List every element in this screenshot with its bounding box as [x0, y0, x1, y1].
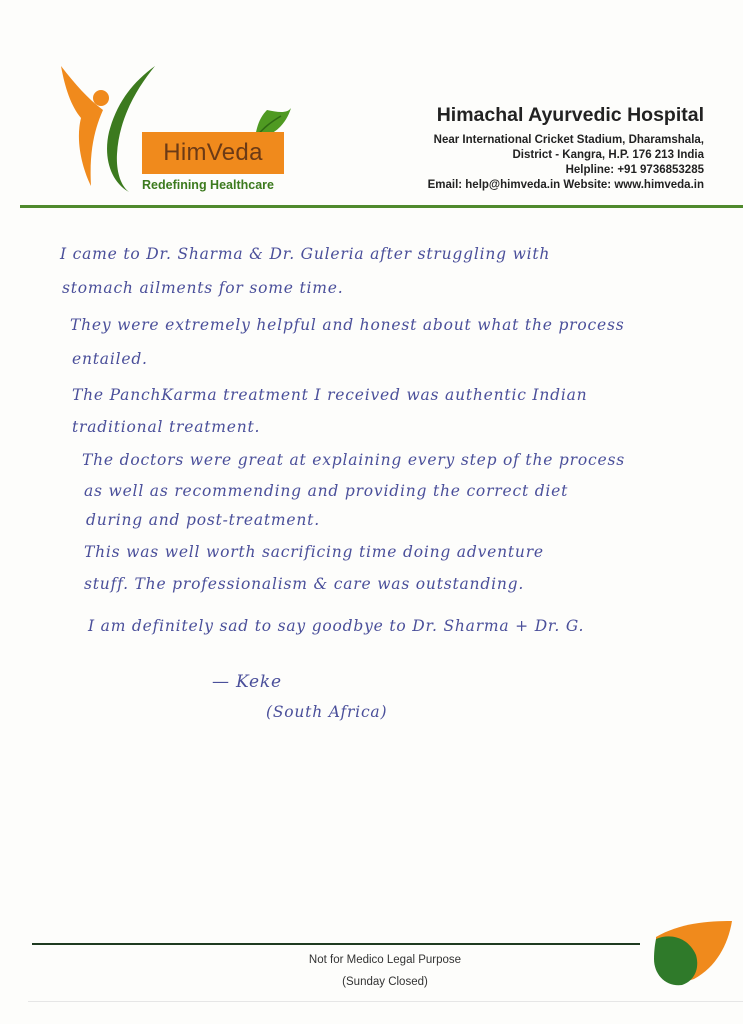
address-line-1: Near International Cricket Stadium, Dharamshala,: [433, 134, 704, 146]
footer-note: Not for Medico Legal Purpose: [308, 954, 462, 966]
helpline: Helpline: +91 9736853285: [565, 164, 704, 176]
hospital-name: Himachal Ayurvedic Hospital: [436, 104, 704, 126]
letter-line: I am definitely sad to say goodbye to Dr. Sharma + Dr. G.: [88, 617, 585, 635]
page-edge-line: [28, 1001, 743, 1002]
letter-line: during and post-treatment.: [86, 511, 320, 529]
header-divider: [20, 205, 743, 208]
letter-line: I came to Dr. Sharma & Dr. Guleria after struggling with: [60, 245, 551, 263]
letter-line: stuff. The professionalism & care was outstanding.: [84, 575, 525, 593]
signature-origin: (South Africa): [266, 703, 388, 721]
letter-line: traditional treatment.: [72, 418, 261, 436]
contact-line: Email: help@himveda.in Website: www.himveda.in: [427, 179, 704, 191]
letter-line: The doctors were great at explaining every step of the process: [82, 451, 625, 469]
footer-divider: [32, 943, 640, 945]
letter-line: stomach ailments for some time.: [62, 279, 344, 297]
letter-line: as well as recommending and providing the correct diet: [84, 482, 569, 500]
signature: — Keke: [212, 672, 282, 692]
letter-line: This was well worth sacrificing time doing adventure: [84, 543, 544, 561]
letter-line: The PanchKarma treatment I received was authentic Indian: [72, 386, 588, 404]
letter-line: entailed.: [72, 350, 148, 368]
brand-tagline: Redefining Healthcare: [142, 178, 274, 192]
brand-name: HimVeda: [142, 132, 284, 174]
address-line-2: District - Kangra, H.P. 176 213 India: [512, 149, 704, 161]
letter-line: They were extremely helpful and honest about what the process: [70, 316, 625, 334]
leaf-logo-icon: [650, 915, 735, 990]
hospital-header: [340, 104, 704, 193]
footer-closed-note: (Sunday Closed): [342, 976, 428, 988]
